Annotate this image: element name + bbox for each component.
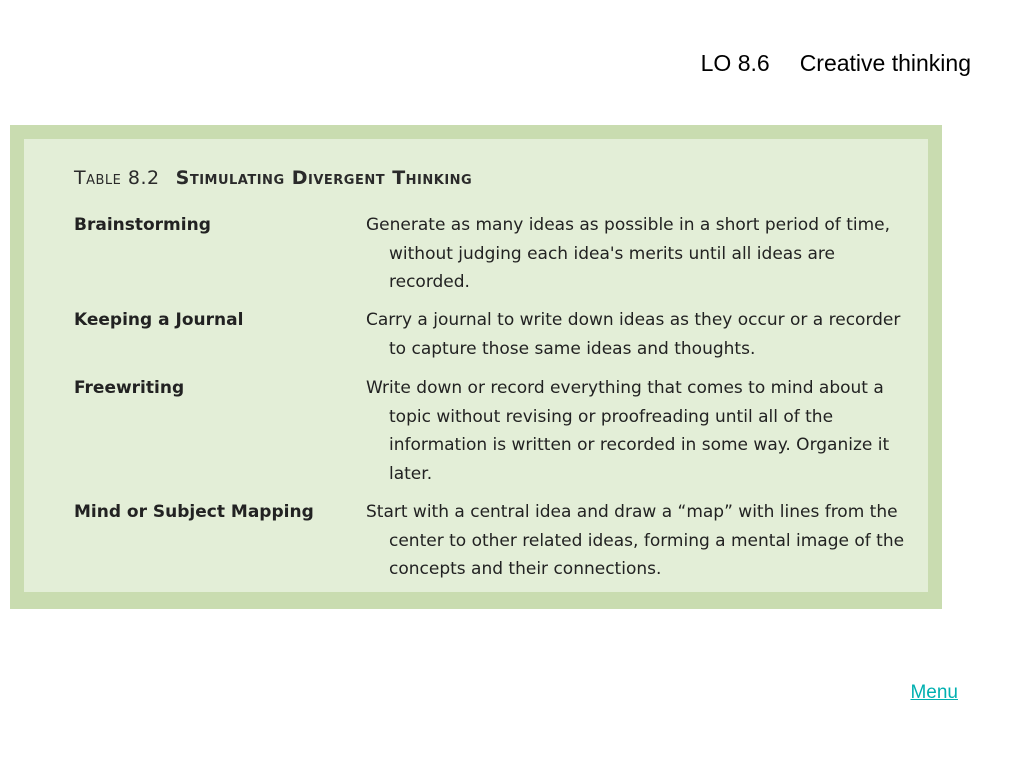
row-description: Generate as many ideas as possible in a short period of time, without judging each idea's merits until all ideas are recorded.	[366, 215, 891, 292]
row-description: Start with a central idea and draw a “map” with lines from the center to other related ideas, forming a mental image of the concepts and their connections.	[366, 502, 905, 579]
menu-link[interactable]: Menu	[910, 682, 958, 703]
row-term: Brainstorming	[74, 215, 211, 235]
row-term: Keeping a Journal	[74, 310, 244, 330]
row-description: Carry a journal to write down ideas as they occur or a recorder to capture those same ideas and thoughts.	[366, 310, 901, 359]
slide-topic: Creative thinking	[799, 50, 971, 76]
table-figure	[10, 125, 942, 609]
table-title	[74, 167, 472, 189]
table-label: Table 8.2	[74, 167, 160, 189]
slide-header	[701, 50, 971, 77]
lo-code: LO 8.6	[700, 50, 770, 76]
row-term: Freewriting	[74, 378, 185, 398]
row-term: Mind or Subject Mapping	[74, 502, 314, 522]
table-heading: Stimulating Divergent Thinking	[175, 167, 473, 189]
row-description: Write down or record everything that comes to mind about a topic without revising or proofreading until all of the information is written or recorded in some way. Organize it later.	[366, 378, 890, 484]
table-panel	[24, 139, 928, 592]
